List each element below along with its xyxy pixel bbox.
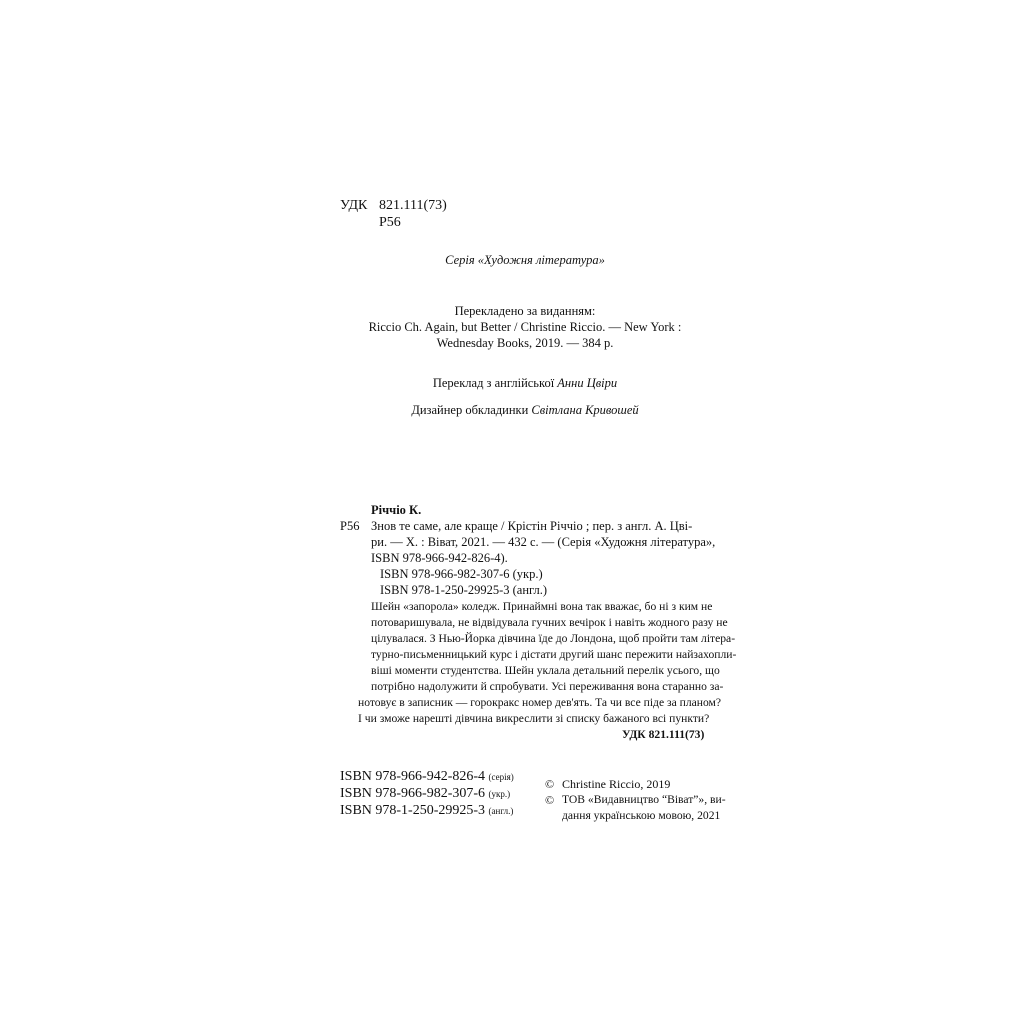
cover-designer-prefix: Дизайнер обкладинки [411, 403, 532, 417]
catalog-udk: УДК 821.111(73) [622, 728, 705, 741]
copyright-symbol: © [545, 793, 555, 807]
bottom-isbn-note: (англ.) [488, 806, 514, 816]
author-mark: Р56 [379, 215, 401, 230]
bottom-isbn-note: (укр.) [488, 789, 511, 799]
translator-name: Анни Цвіри [557, 376, 618, 390]
catalog-desc-line-2: ри. — Х. : Віват, 2021. — 432 с. — (Серія «Художня література», [371, 535, 716, 549]
bottom-isbn-ukr [340, 785, 510, 803]
copyright-author: Christine Riccio, 2019 [562, 777, 671, 791]
translated-from-heading: Перекладено за виданням: [454, 304, 596, 318]
translator-line [340, 375, 710, 391]
translated-from-line-1: Riccio Ch. Again, but Better / Christine Riccio. — New York : [368, 320, 682, 334]
series-line: Серія «Художня література» [445, 253, 605, 267]
bottom-isbn-note: (серія) [488, 772, 514, 782]
annotation-line-1: Шейн «запорола» коледж. Принаймні вона так вважає, бо ні з ким не [371, 600, 713, 613]
copyright-publisher-line-2: дання українською мовою, 2021 [562, 809, 721, 822]
catalog-isbn-ukr: ISBN 978-966-982-307-6 (укр.) [380, 567, 543, 581]
annotation-line-7: нотовує в записник — горокракс номер дев'ять. Та чи все піде за планом? [358, 696, 722, 709]
bottom-isbn-number: ISBN 978-966-982-307-6 [340, 786, 486, 801]
cover-designer-line [340, 402, 710, 418]
annotation-line-3: цілувалася. З Нью-Йорка дівчина їде до Лондона, щоб пройти там літера- [371, 632, 736, 645]
copyright-publisher-line-1: ТОВ «Видавництво “Віват”», ви- [562, 793, 726, 806]
bottom-isbn-number: ISBN 978-1-250-29925-3 [340, 803, 486, 818]
cover-designer-name: Світлана Кривошей [531, 403, 639, 417]
catalog-mark: Р56 [340, 519, 360, 533]
bottom-isbn-series [340, 768, 514, 786]
catalog-desc-line-3: ISBN 978-966-942-826-4). [371, 551, 508, 565]
annotation-line-6: потрібно надолужити й спробувати. Усі переживання вона старанно за- [371, 680, 724, 693]
catalog-author: Річчіо К. [371, 503, 422, 517]
annotation-line-2: потоваришувала, не відвідувала гучних вечірок і навіть жодного разу не [371, 616, 728, 629]
udk-code: 821.111(73) [379, 198, 447, 213]
bottom-isbn-eng [340, 802, 513, 820]
copyright-symbol: © [545, 777, 555, 791]
annotation-line-4: турно-письменницький курс і дістати другий шанс пережити найзахопли- [371, 648, 737, 661]
translator-prefix: Переклад з англійської [432, 376, 558, 390]
annotation-line-8: І чи зможе нарешті дівчина викреслити зі списку бажаного всі пункти? [358, 712, 710, 725]
translated-from-line-2: Wednesday Books, 2019. — 384 p. [436, 336, 614, 350]
annotation-line-5: віші моменти студентства. Шейн уклала детальний перелік усього, що [371, 664, 720, 677]
catalog-isbn-eng: ISBN 978-1-250-29925-3 (англ.) [380, 583, 548, 597]
catalog-desc-line-1: Знов те саме, але краще / Крістін Річчіо ; пер. з англ. А. Цві- [371, 519, 693, 533]
bottom-isbn-number: ISBN 978-966-942-826-4 [340, 769, 486, 784]
udk-label: УДК [340, 198, 368, 213]
